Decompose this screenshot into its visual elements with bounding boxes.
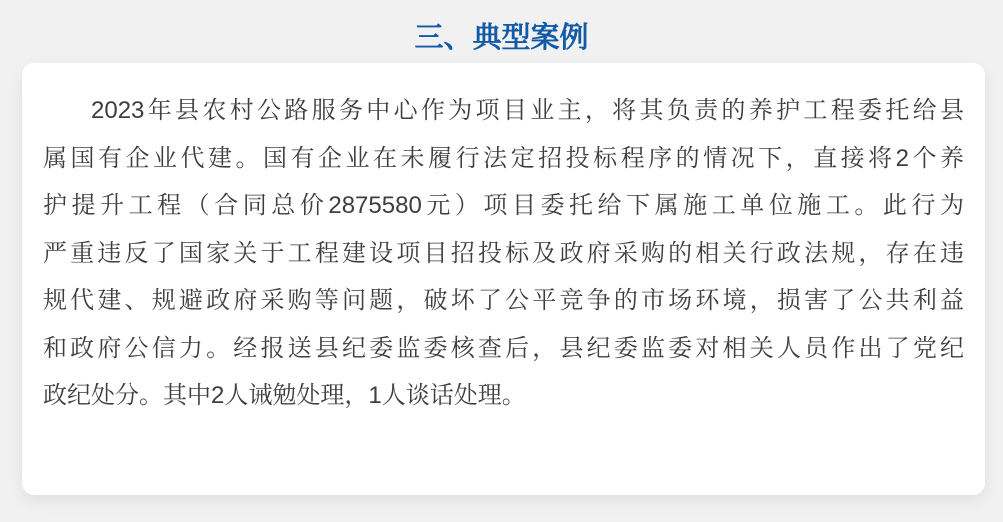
case-text-line-5: 规代建、规避政府采购等问题，破坏了公平竞争的市场环境，损害了公共利益 bbox=[43, 287, 964, 314]
case-card bbox=[22, 63, 985, 495]
page-title: 三、典型案例 bbox=[414, 22, 589, 54]
case-text-line-2: 属国有企业代建。国有企业在未履行法定招投标程序的情况下，直接将2个养 bbox=[43, 144, 964, 172]
case-text-line-1: 2023年县农村公路服务中心作为项目业主，将其负责的养护工程委托给县 bbox=[91, 97, 964, 124]
case-text-line-6: 和政府公信力。经报送县纪委监委核查后，县纪委监委对相关人员作出了党纪 bbox=[43, 334, 964, 362]
case-text-line-3: 护提升工程（合同总价2875580元）项目委托给下属施工单位施工。此行为 bbox=[43, 192, 964, 219]
case-text-line-7: 政纪处分。其中2人诫勉处理，1人谈话处理。 bbox=[43, 382, 526, 409]
case-text-line-4: 严重违反了国家关于工程建设项目招投标及政府采购的相关行政法规，存在违 bbox=[43, 239, 964, 267]
